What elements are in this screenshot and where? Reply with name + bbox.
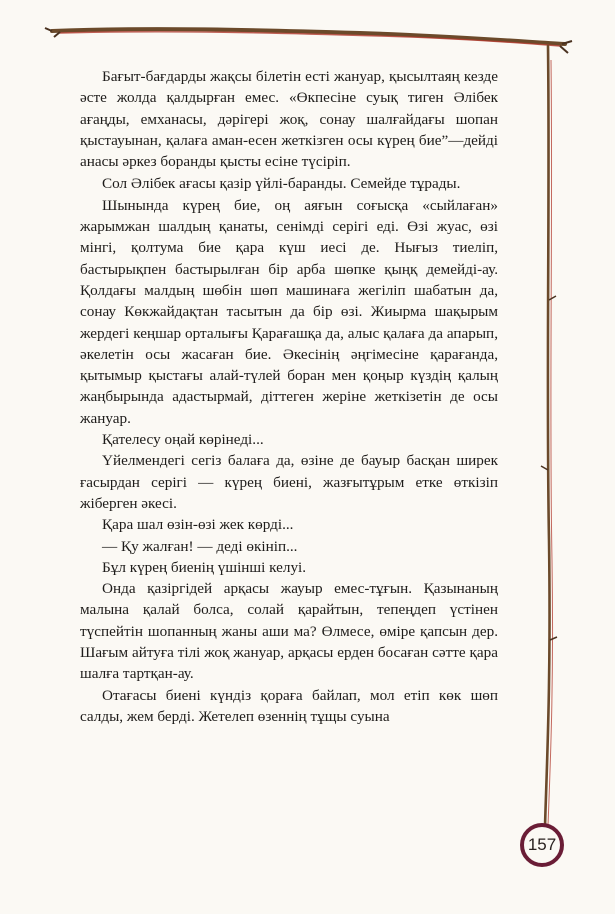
paragraph: Қателесу оңай көрінеді... <box>102 431 264 449</box>
paragraph: Қара шал өзін-өзі жек көрді... <box>102 516 294 534</box>
paragraph: Бағыт-бағдарды жақсы білетін есті жануар, қысылтаяң кезде әсте жолда қалдырған емес. «Өкпесіне суық тиген Әлібек ағаңды, емханасы, дәрігері жоқ, сонау шалғайдағы шопан қыстауынан, қалаға аман-есен жеткізген осы күрең бие”—дейді анасы әркез боранды қысты есіне түсіріп. <box>80 68 498 171</box>
page-number: 157 <box>520 823 564 867</box>
paragraph: Онда қазіргідей арқасы жауыр емес-тұғын. Қазынаның малына қалай болса, солай қарайтын, тепеңдеп үстінен түспейтін шопанның жаны аши ма? Өлмесе, өміре қапсын дер. Шағым айтуға тілі жоқ жануар, арқасы ерден босаған сәтте қара шалға тартқан-ау. <box>80 580 498 683</box>
body-text <box>80 66 498 727</box>
paragraph: Үйелмендегі сегіз балаға да, өзіне де бауыр басқан ширек ғасырдан серігі — күрең биені, жазғытұрым етке өткізіп жіберген әкесі. <box>80 452 498 512</box>
paragraph: Отағасы биені күндіз қораға байлап, мол етіп көк шөп салды, жем берді. Жетелеп өзеннің тұщы суына <box>80 686 498 725</box>
paragraph: Сол Әлібек ағасы қазір үйлі-баранды. Семейде тұрады. <box>102 175 461 193</box>
paragraph: — Қу жалған! — деді өкініп... <box>102 537 298 555</box>
right-stem <box>545 46 550 826</box>
paragraph: Бұл күрең биенің үшінші келуі. <box>102 558 307 576</box>
paragraph: Шынында күрең бие, оң аяғын соғысқа «сыйлаған» жарымжан шалдың қанаты, сенімді серігі еді. Өзі жуас, өзі мінгі, қолтума бие қара күш иесі де. Нығыз тиеліп, бастырықпен бастырылған бір арба шөпке қыңқ демейді-ау. Қолдағы малдың шөбін шөп машинаға жегіліп шабатын да, сонау Көкжайдақтан тасытын да бір өзі. Жиырма шақырым жердегі кеңшар орталығы Қарағашқа да, алыс қалаға да апарып, әкелетін осы жасаған бие. Әкесінің әңгімесіне қарағанда, қытымыр қыстағы алай-түлей боран мен қоңыр күздің қалың жаңбырында адастырмай, діттеген жеріне жеткізетін де осы жануар. <box>80 196 498 427</box>
